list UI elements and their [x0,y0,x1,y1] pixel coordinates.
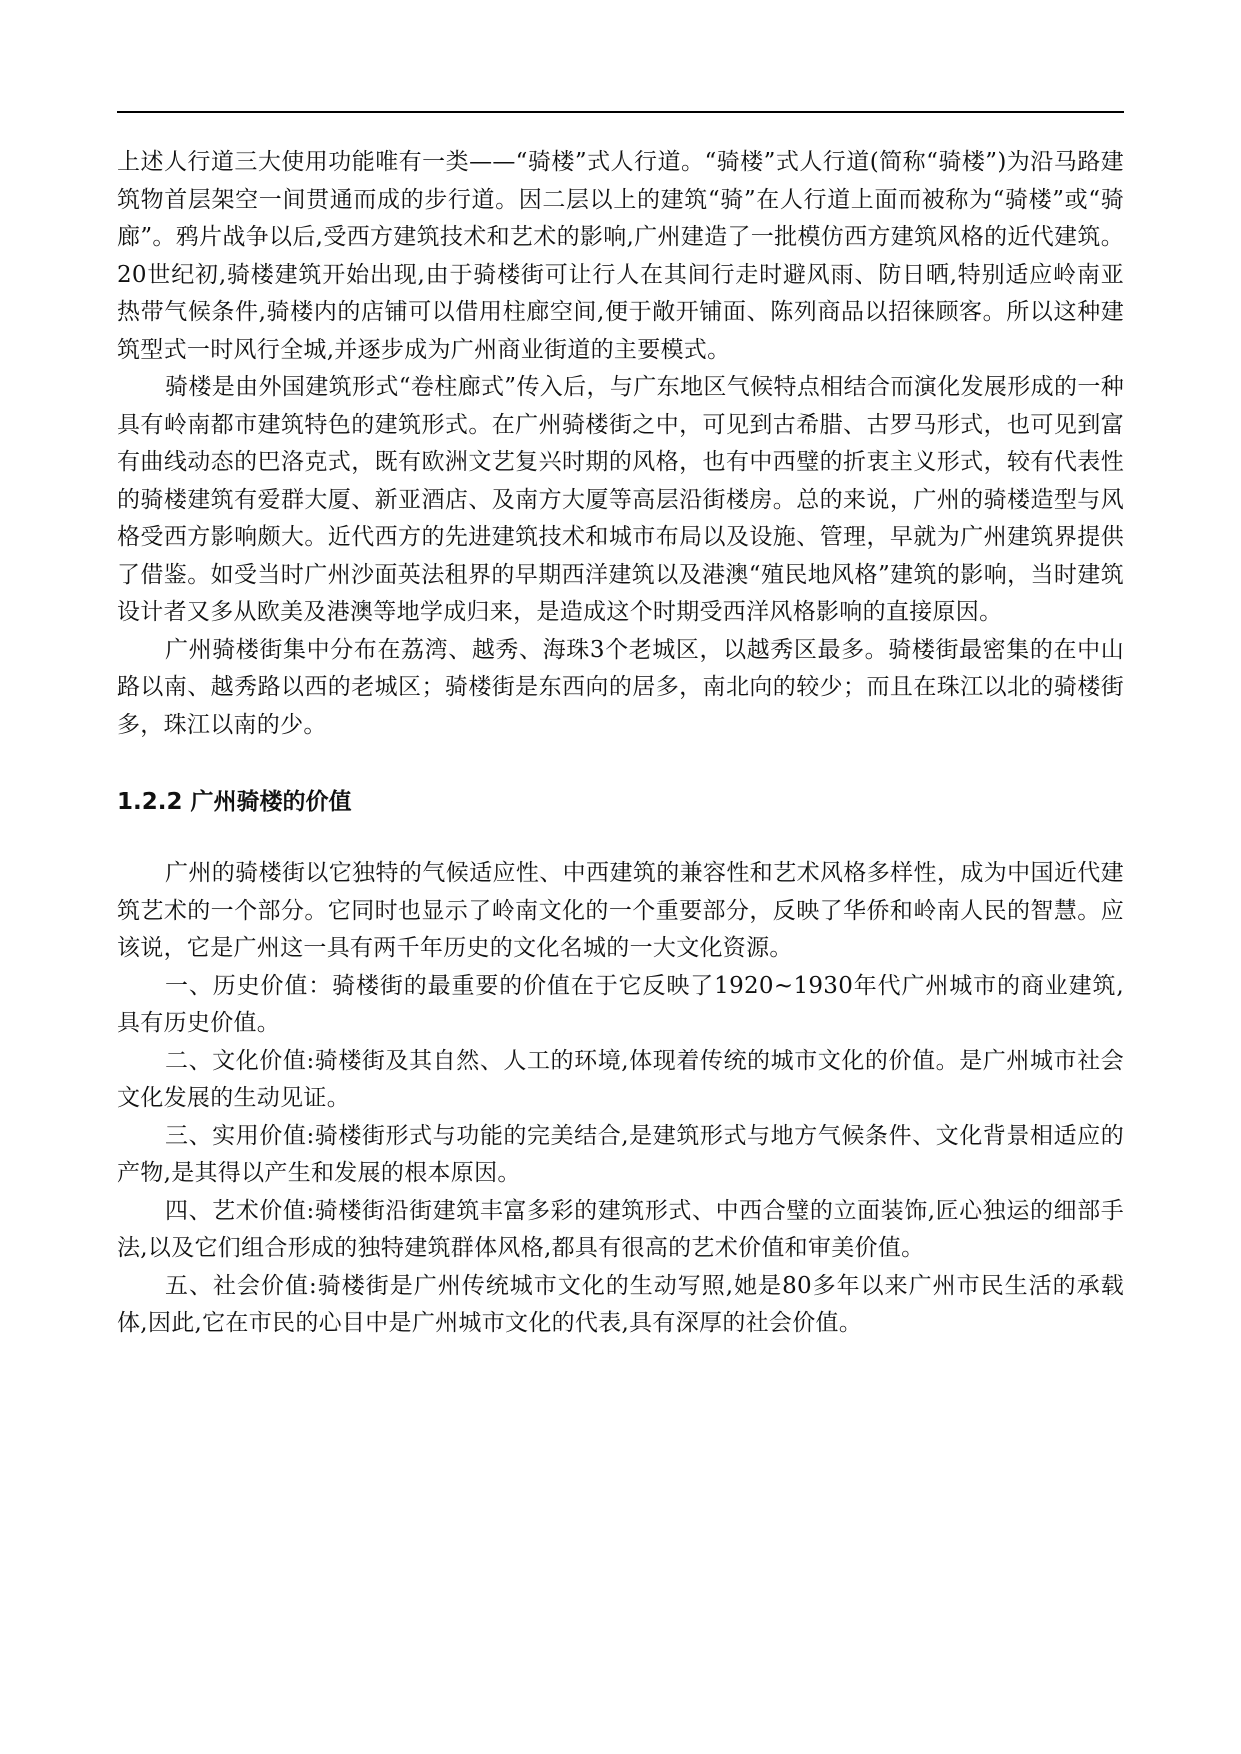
paragraph-qilou-definition: 上述人行道三大使用功能唯有一类——“骑楼”式人行道。“骑楼”式人行道(简称“骑楼”)为沿马路建筑物首层架空一间贯通而成的步行道。因二层以上的建筑“骑”在人行道上面而被称为“骑楼”或“骑廊”。鸦片战争以后,受西方建筑技术和艺术的影响,广州建造了一批模仿西方建筑风格的近代建筑。20世纪初,骑楼建筑开始出现,由于骑楼街可让行人在其间行走时避风雨、防日晒,特别适应岭南亚热带气候条件,骑楼内的店铺可以借用柱廊空间,便于敞开铺面、陈列商品以招徕顾客。所以这种建筑型式一时风行全城,并逐步成为广州商业街道的主要模式。 [117,149,1124,363]
paragraph-social-value: 五、社会价值:骑楼街是广州传统城市文化的生动写照,她是80多年以来广州市民生活的承载体,因此,它在市民的心目中是广州城市文化的代表,具有深厚的社会价值。 [117,1272,1124,1336]
paragraph-practical-value: 三、实用价值:骑楼街形式与功能的完美结合,是建筑形式与地方气候条件、文化背景相适应的产物,是其得以产生和发展的根本原因。 [117,1122,1124,1186]
paragraph-artistic-value: 四、艺术价值:骑楼街沿街建筑丰富多彩的建筑形式、中西合璧的立面装饰,匠心独运的细部手法,以及它们组合形成的独特建筑群体风格,都具有很高的艺术价值和审美价值。 [117,1197,1124,1261]
section-heading: 1.2.2 广州骑楼的价值 [117,789,352,815]
paragraph-value-intro: 广州的骑楼街以它独特的气候适应性、中西建筑的兼容性和艺术风格多样性，成为中国近代建筑艺术的一个部分。它同时也显示了岭南文化的一个重要部分，反映了华侨和岭南人民的智慧。应该说，它是广州这一具有两千年历史的文化名城的一大文化资源。 [117,860,1124,961]
paragraph-historical-value: 一、历史价值：骑楼街的最重要的价值在于它反映了1920~1930年代广州城市的商业建筑,具有历史价值。 [117,972,1124,1036]
body-text [117,144,1124,1343]
paragraph-qilou-origin: 骑楼是由外国建筑形式“卷柱廊式”传入后，与广东地区气候特点相结合而演化发展形成的一种具有岭南都市建筑特色的建筑形式。在广州骑楼街之中，可见到古希腊、古罗马形式，也可见到富有曲线动态的巴洛克式，既有欧洲文艺复兴时期的风格，也有中西璧的折衷主义形式，较有代表性的骑楼建筑有爱群大厦、新亚酒店、及南方大厦等高层沿街楼房。总的来说，广州的骑楼造型与风格受西方影响颇大。近代西方的先进建筑技术和城市布局以及设施、管理，早就为广州建筑界提供了借鉴。如受当时广州沙面英法租界的早期西洋建筑以及港澳“殖民地风格”建筑的影响，当时建筑设计者又多从欧美及港澳等地学成归来，是造成这个时期受西洋风格影响的直接原因。 [117,374,1124,625]
paragraph-qilou-distribution: 广州骑楼街集中分布在荔湾、越秀、海珠3个老城区，以越秀区最多。骑楼街最密集的在中山路以南、越秀路以西的老城区；骑楼街是东西向的居多，南北向的较少；而且在珠江以北的骑楼街多，珠江以南的少。 [117,636,1124,738]
paragraph-cultural-value: 二、文化价值:骑楼街及其自然、人工的环境,体现着传统的城市文化的价值。是广州城市社会文化发展的生动见证。 [117,1047,1124,1111]
header-rule [117,111,1124,113]
